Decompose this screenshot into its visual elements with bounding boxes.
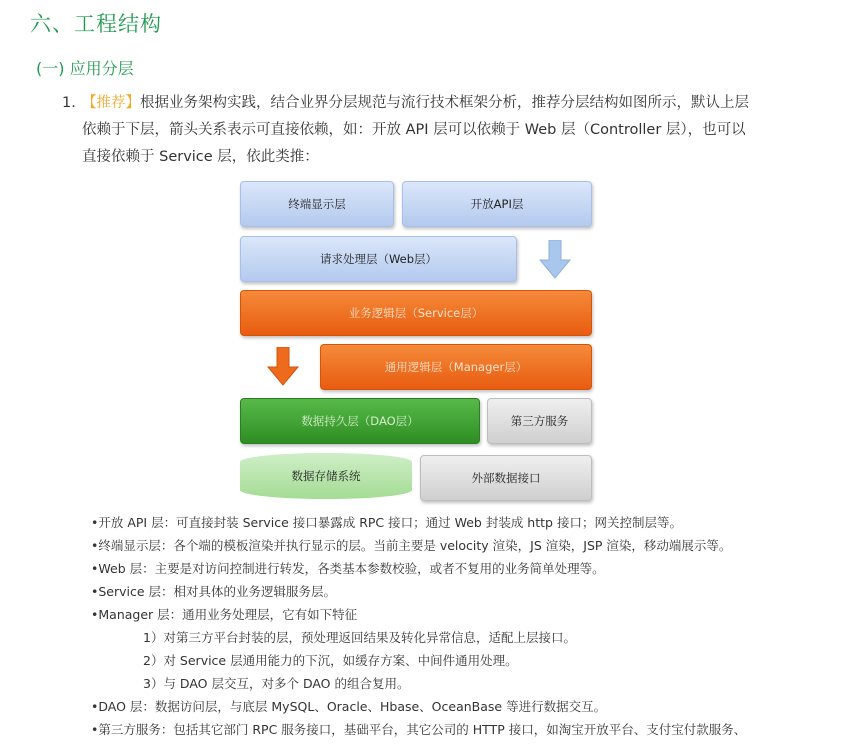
- open-api-layer-box: 开放API层: [402, 181, 592, 227]
- sub-list-item: 1）对第三方平台封装的层，预处理返回结果及转化异常信息，适配上层接口。: [143, 630, 576, 645]
- third-party-box: 第三方服务: [487, 398, 592, 444]
- list-item: •Web 层：主要是对访问控制进行转发，各类基本参数校验，或者不复用的业务简单处理等。: [91, 561, 605, 576]
- sub-list-item: 2）对 Service 层通用能力的下沉，如缓存方案、中间件通用处理。: [143, 653, 518, 668]
- service-layer-box: 业务逻辑层（Service层）: [240, 290, 592, 336]
- list-item: •DAO 层：数据访问层，与底层 MySQL、Oracle、Hbase、OceanBase 等进行数据交互。: [91, 699, 607, 714]
- subsection-heading: (一) 应用分层: [36, 59, 134, 78]
- paragraph-line-3: 直接依赖于 Service 层，依此类推：: [82, 149, 319, 165]
- list-item: •开放 API 层：可直接封装 Service 接口暴露成 RPC 接口；通过 Web 封装成 http 接口；网关控制层等。: [91, 515, 682, 530]
- terminal-layer-box: 终端显示层: [240, 181, 394, 227]
- dao-layer-box: 数据持久层（DAO层）: [240, 398, 480, 444]
- list-item: •终端显示层：各个端的模板渲染并执行显示的层。当前主要是 velocity 渲染，JS 渲染，JSP 渲染，移动端展示等。: [91, 538, 732, 553]
- manager-layer-box: 通用逻辑层（Manager层）: [320, 344, 592, 390]
- sub-list-item: 3）与 DAO 层交互，对多个 DAO 的组合复用。: [143, 676, 410, 691]
- external-interface-box: 外部数据接口: [420, 455, 592, 501]
- web-layer-box: 请求处理层（Web层）: [240, 236, 517, 282]
- list-item: •Manager 层：通用业务处理层，它有如下特征: [91, 607, 358, 622]
- down-arrow-icon: [266, 347, 300, 387]
- recommend-tag: 【推荐】: [82, 95, 140, 111]
- list-item: •第三方服务：包括其它部门 RPC 服务接口，基础平台，其它公司的 HTTP 接口，如淘宝开放平台、支付宝付款服务、: [91, 722, 747, 737]
- list-item: •Service 层：相对具体的业务逻辑服务层。: [91, 584, 337, 599]
- paragraph-line-2: 依赖于下层，箭头关系表示可直接依赖，如：开放 API 层可以依赖于 Web 层（Controller 层），也可以: [82, 122, 746, 138]
- section-heading: 六、工程结构: [30, 12, 162, 36]
- paragraph-line-1: 根据业务架构实践，结合业界分层规范与流行技术框架分析，推荐分层结构如图所示，默认上层: [140, 95, 749, 111]
- recommendation-paragraph: [62, 90, 802, 171]
- storage-cylinder: 数据存储系统: [240, 453, 412, 499]
- down-arrow-icon: [538, 240, 572, 280]
- item-number: 1.: [62, 95, 76, 111]
